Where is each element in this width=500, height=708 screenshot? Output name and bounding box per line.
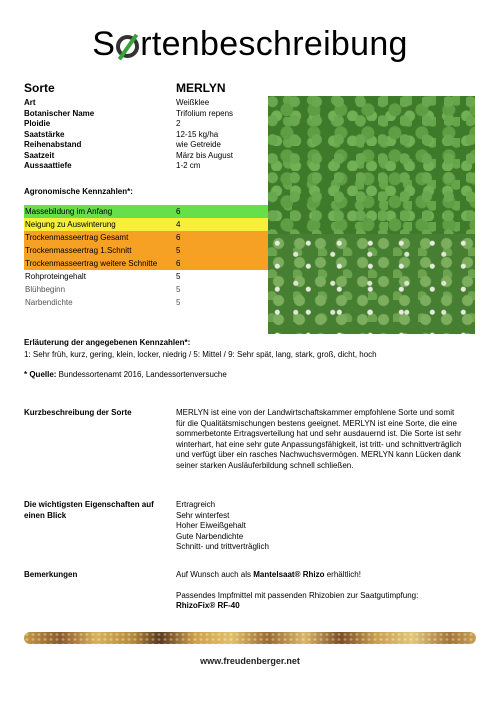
property-key: Art	[24, 98, 36, 107]
clover-photo-bottom	[268, 234, 475, 334]
property-value: wie Getreide	[176, 140, 221, 149]
agronomic-row	[24, 244, 268, 257]
properties-list	[24, 98, 264, 172]
bemerkungen-line2: Passendes Impfmittel mit passenden Rhizobien zur Saatgutimpfung:	[176, 590, 419, 600]
source-text: Bundessortenamt 2016, Landessortenversuche	[56, 370, 227, 379]
property-row	[24, 98, 264, 109]
property-key: Botanischer Name	[24, 108, 95, 118]
bemerkungen-line1	[176, 570, 476, 581]
agronomic-key: Trockenmasseertrag Gesamt	[25, 233, 129, 242]
rhizofix-product: RhizoFix® RF-40	[176, 601, 240, 610]
agronomic-row	[24, 218, 268, 231]
agronomic-value: 5	[176, 272, 181, 281]
property-key: Ploidie	[24, 119, 51, 128]
clover-photo-top	[268, 96, 475, 234]
logo-o-icon	[116, 35, 139, 58]
kurzbeschreibung-line: für die Qualitätsmischungen bestens geeignet. MERLYN ist eine Sorte, die eine	[176, 418, 457, 428]
agronomic-value: 4	[176, 220, 181, 229]
agronomic-key: Rohproteingehalt	[25, 272, 86, 281]
eigenschaften-list	[176, 500, 476, 553]
property-value: März bis August	[176, 150, 233, 160]
kurzbeschreibung-text	[176, 408, 476, 471]
eigenschaft-item: Ertragreich	[176, 500, 216, 509]
bemerkungen-line1-pre: Auf Wunsch auch als	[176, 570, 254, 579]
source-note	[24, 370, 227, 379]
eigenschaft-item: Gute Narbendichte	[176, 531, 244, 541]
footer-url[interactable]: www.freudenberger.net	[200, 656, 300, 666]
agronomic-table	[24, 205, 268, 309]
property-row	[24, 140, 264, 151]
agronomic-title: Agronomische Kennzahlen*:	[24, 187, 133, 196]
property-value: Trifolium repens	[176, 108, 234, 118]
agronomic-value: 5	[176, 285, 181, 294]
agronomic-key: Massebildung im Anfang	[25, 207, 113, 216]
agronomic-row	[24, 296, 268, 309]
property-value: 1-2 cm	[176, 161, 201, 170]
kurzbeschreibung-line: MERLYN ist eine von der Landwirtschaftskammer empfohlene Sorte und somit	[176, 408, 455, 417]
explanation-text: 1: Sehr früh, kurz, gering, klein, locker, niedrig / 5: Mittel / 9: Sehr spät, lang, stark, groß, dicht, hoch	[24, 350, 377, 359]
agronomic-row	[24, 231, 268, 244]
property-value: Weißklee	[176, 98, 210, 107]
seed-banner	[24, 632, 476, 644]
agronomic-row	[24, 257, 268, 270]
eigenschaften-label	[24, 500, 174, 521]
eigenschaft-item: Sehr winterfest	[176, 510, 230, 520]
property-row	[24, 119, 264, 130]
agronomic-row	[24, 205, 268, 218]
kurzbeschreibung-label: Kurzbeschreibung der Sorte	[24, 408, 132, 417]
kurzbeschreibung-line: seiner starken Ausläuferbildung schnell schließen.	[176, 460, 354, 470]
property-row	[24, 161, 264, 172]
property-value: 2	[176, 119, 181, 128]
mantelsaat-rhizo: Mantelsaat® Rhizo	[253, 570, 325, 579]
agronomic-key: Neigung zu Auswinterung	[25, 220, 116, 229]
eigenschaften-label-line1: Die wichtigsten Eigenschaften auf	[24, 500, 154, 509]
kurzbeschreibung-line: und verfügt über ein rasches Nachwuchsvermögen. MERLYN kann Lücken dank	[176, 450, 461, 459]
property-row	[24, 109, 264, 120]
property-key: Aussaattiefe	[24, 161, 72, 170]
sorte-value: MERLYN	[176, 81, 226, 95]
kurzbeschreibung-line: winterhart, hat eine sehr gute Anpassungsfähigkeit, ist tritt- und schnittverträglich	[176, 439, 462, 449]
eigenschaft-item: Schnitt- und trittverträglich	[176, 542, 269, 551]
property-key: Saatzeit	[24, 150, 55, 160]
agronomic-value: 6	[176, 259, 181, 268]
page-title	[0, 22, 500, 66]
property-row	[24, 130, 264, 141]
sorte-label: Sorte	[24, 81, 55, 95]
property-key: Reihenabstand	[24, 140, 82, 149]
agronomic-value: 6	[176, 207, 181, 216]
agronomic-key: Trockenmasseertrag weitere Schnitte	[25, 259, 158, 268]
eigenschaft-item: Hoher Eiweißgehalt	[176, 521, 246, 530]
property-row	[24, 151, 264, 162]
title-suffix: rtenbeschreibung	[140, 25, 408, 63]
agronomic-value: 6	[176, 233, 181, 242]
property-value: 12-15 kg/ha	[176, 129, 219, 139]
kurzbeschreibung-line: sommerbetonte Ertragsverteilung hat und sehr ausdauernd ist. Die Sorte ist sehr	[176, 429, 462, 438]
property-key: Saatstärke	[24, 129, 65, 139]
agronomic-key: Trockenmasseertrag 1.Schnitt	[25, 246, 132, 255]
title-prefix: S	[92, 25, 116, 63]
eigenschaften-label-line2: einen Blick	[24, 510, 67, 520]
agronomic-value: 5	[176, 298, 181, 307]
bemerkungen-label: Bemerkungen	[24, 570, 78, 579]
agronomic-key: Narbendichte	[25, 298, 73, 307]
agronomic-row	[24, 270, 268, 283]
agronomic-value: 5	[176, 246, 181, 255]
agronomic-row	[24, 283, 268, 296]
explanation-title: Erläuterung der angegebenen Kennzahlen*:	[24, 338, 191, 347]
bemerkungen-text	[176, 570, 476, 612]
source-label: * Quelle:	[24, 370, 57, 379]
agronomic-key: Blühbeginn	[25, 285, 66, 294]
bemerkungen-line1-post: erhältlich!	[324, 570, 361, 579]
